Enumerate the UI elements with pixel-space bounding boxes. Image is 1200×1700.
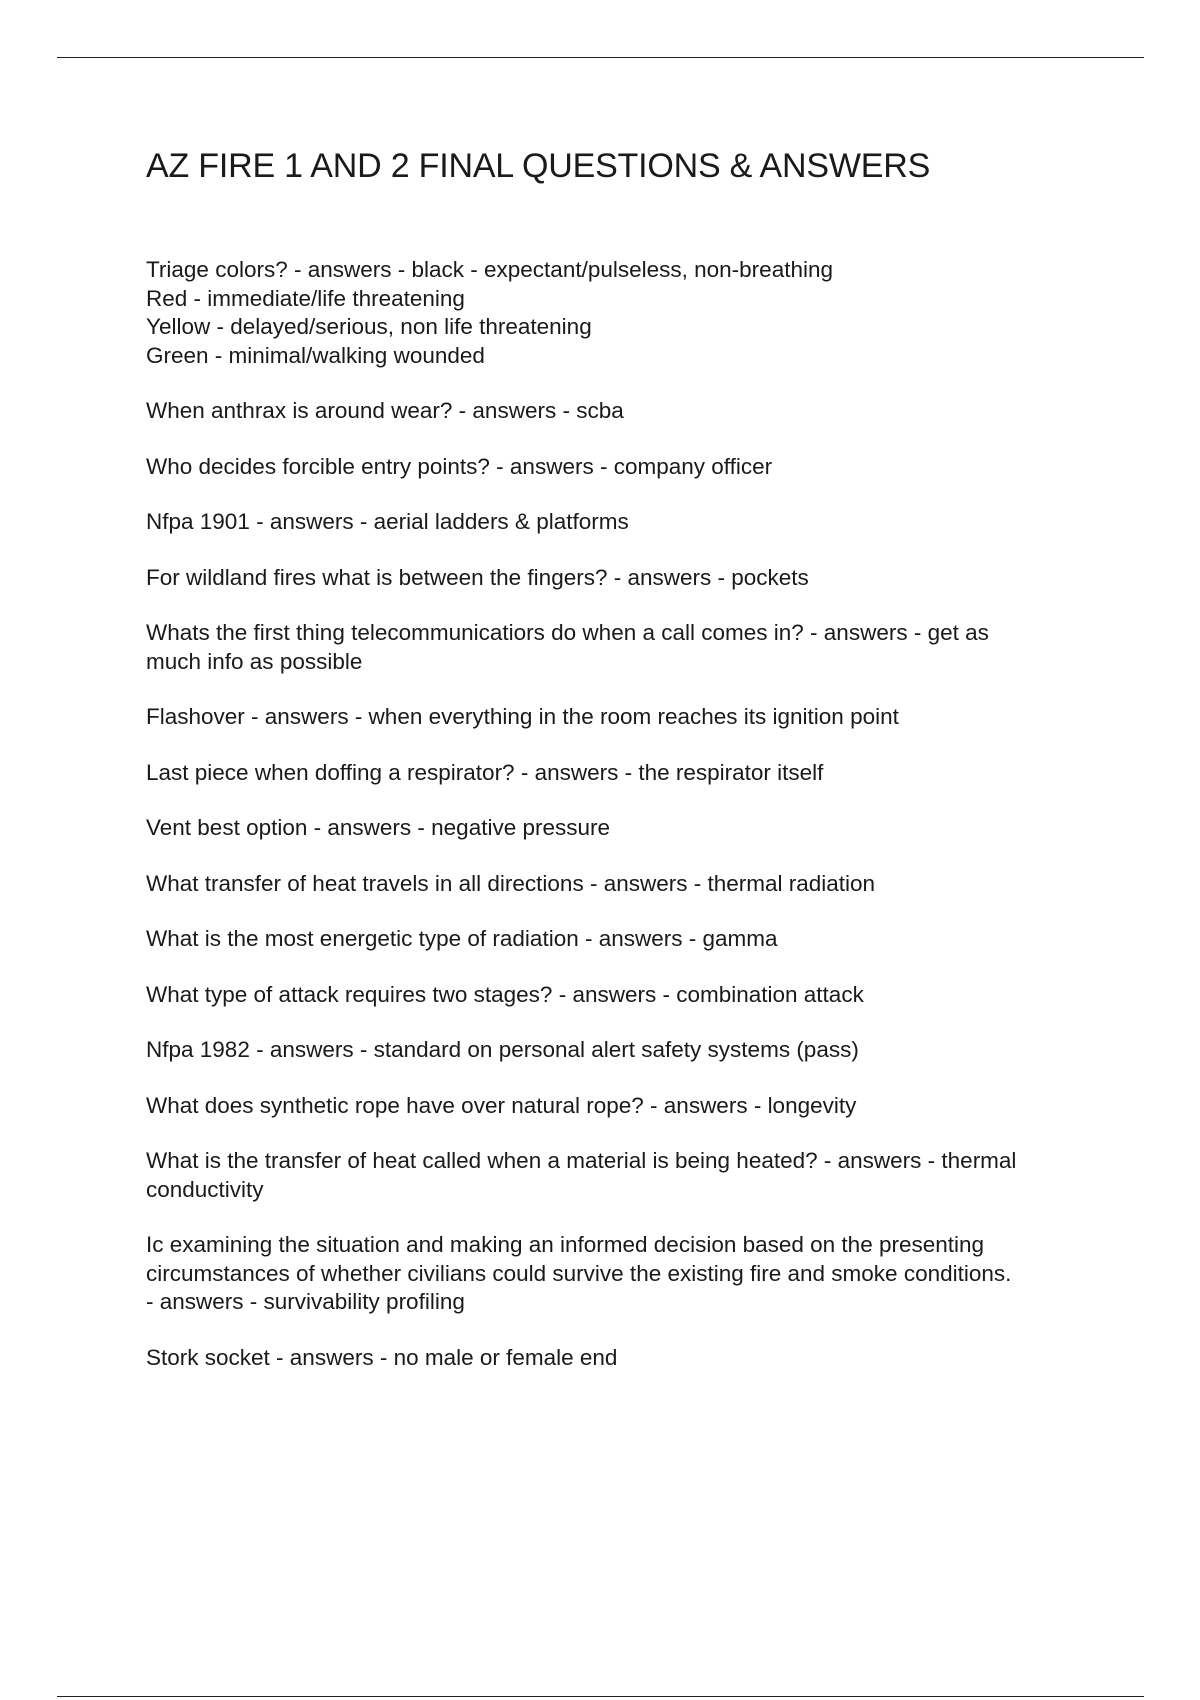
qa-entry [146,508,1096,537]
qa-line: Whats the first thing telecommunicatiors do when a call comes in? - answers - get as [146,620,989,645]
document-body [146,144,1096,1399]
qa-line: What is the transfer of heat called when a material is being heated? - answers - thermal [146,1148,1017,1173]
bottom-divider [57,1696,1144,1697]
qa-line: Flashover - answers - when everything in the room reaches its ignition point [146,704,899,729]
qa-line: What is the most energetic type of radiation - answers - gamma [146,926,778,951]
qa-line: Yellow - delayed/serious, non life threatening [146,314,592,339]
qa-entry [146,925,1096,954]
qa-entry [146,1036,1096,1065]
qa-line: Stork socket - answers - no male or female end [146,1344,618,1370]
qa-entry [146,453,1096,482]
qa-line: For wildland fires what is between the fingers? - answers - pockets [146,564,809,590]
qa-entry [146,1092,1096,1121]
qa-entry [146,703,1096,732]
qa-entry [146,397,1096,426]
qa-entry [146,564,1096,593]
qa-entry [146,870,1096,899]
qa-line: When anthrax is around wear? - answers - scba [146,398,624,423]
qa-line: Ic examining the situation and making an informed decision based on the presenting [146,1232,985,1257]
document-title: AZ FIRE 1 AND 2 FINAL QUESTIONS & ANSWERS [146,147,931,185]
qa-line: Nfpa 1982 - answers - standard on personal alert safety systems (pass) [146,1037,859,1062]
qa-line: What type of attack requires two stages? - answers - combination attack [146,981,864,1007]
qa-entry [146,1231,1096,1317]
qa-entry [146,619,1096,676]
qa-line: Last piece when doffing a respirator? - answers - the respirator itself [146,759,824,785]
qa-line: Vent best option - answers - negative pressure [146,815,611,840]
qa-line: What transfer of heat travels in all directions - answers - thermal radiation [146,870,876,896]
qa-line: Who decides forcible entry points? - answers - company officer [146,453,773,479]
qa-entry [146,759,1096,788]
top-divider [57,57,1144,58]
qa-entry [146,1344,1096,1373]
qa-entry [146,1147,1096,1204]
qa-line: Red - immediate/life threatening [146,285,465,311]
qa-line: Nfpa 1901 - answers - aerial ladders & platforms [146,509,629,534]
qa-list [146,256,1096,1372]
qa-line: much info as possible [146,648,363,674]
qa-line: Green - minimal/walking wounded [146,342,485,368]
qa-entry [146,981,1096,1010]
qa-line: Triage colors? - answers - black - expectant/pulseless, non-breathing [146,257,833,282]
qa-line: What does synthetic rope have over natural rope? - answers - longevity [146,1092,857,1118]
qa-entry [146,256,1096,370]
qa-line: - answers - survivability profiling [146,1289,465,1314]
qa-line: circumstances of whether civilians could survive the existing fire and smoke conditions. [146,1260,1012,1286]
qa-line: conductivity [146,1176,264,1202]
qa-entry [146,814,1096,843]
